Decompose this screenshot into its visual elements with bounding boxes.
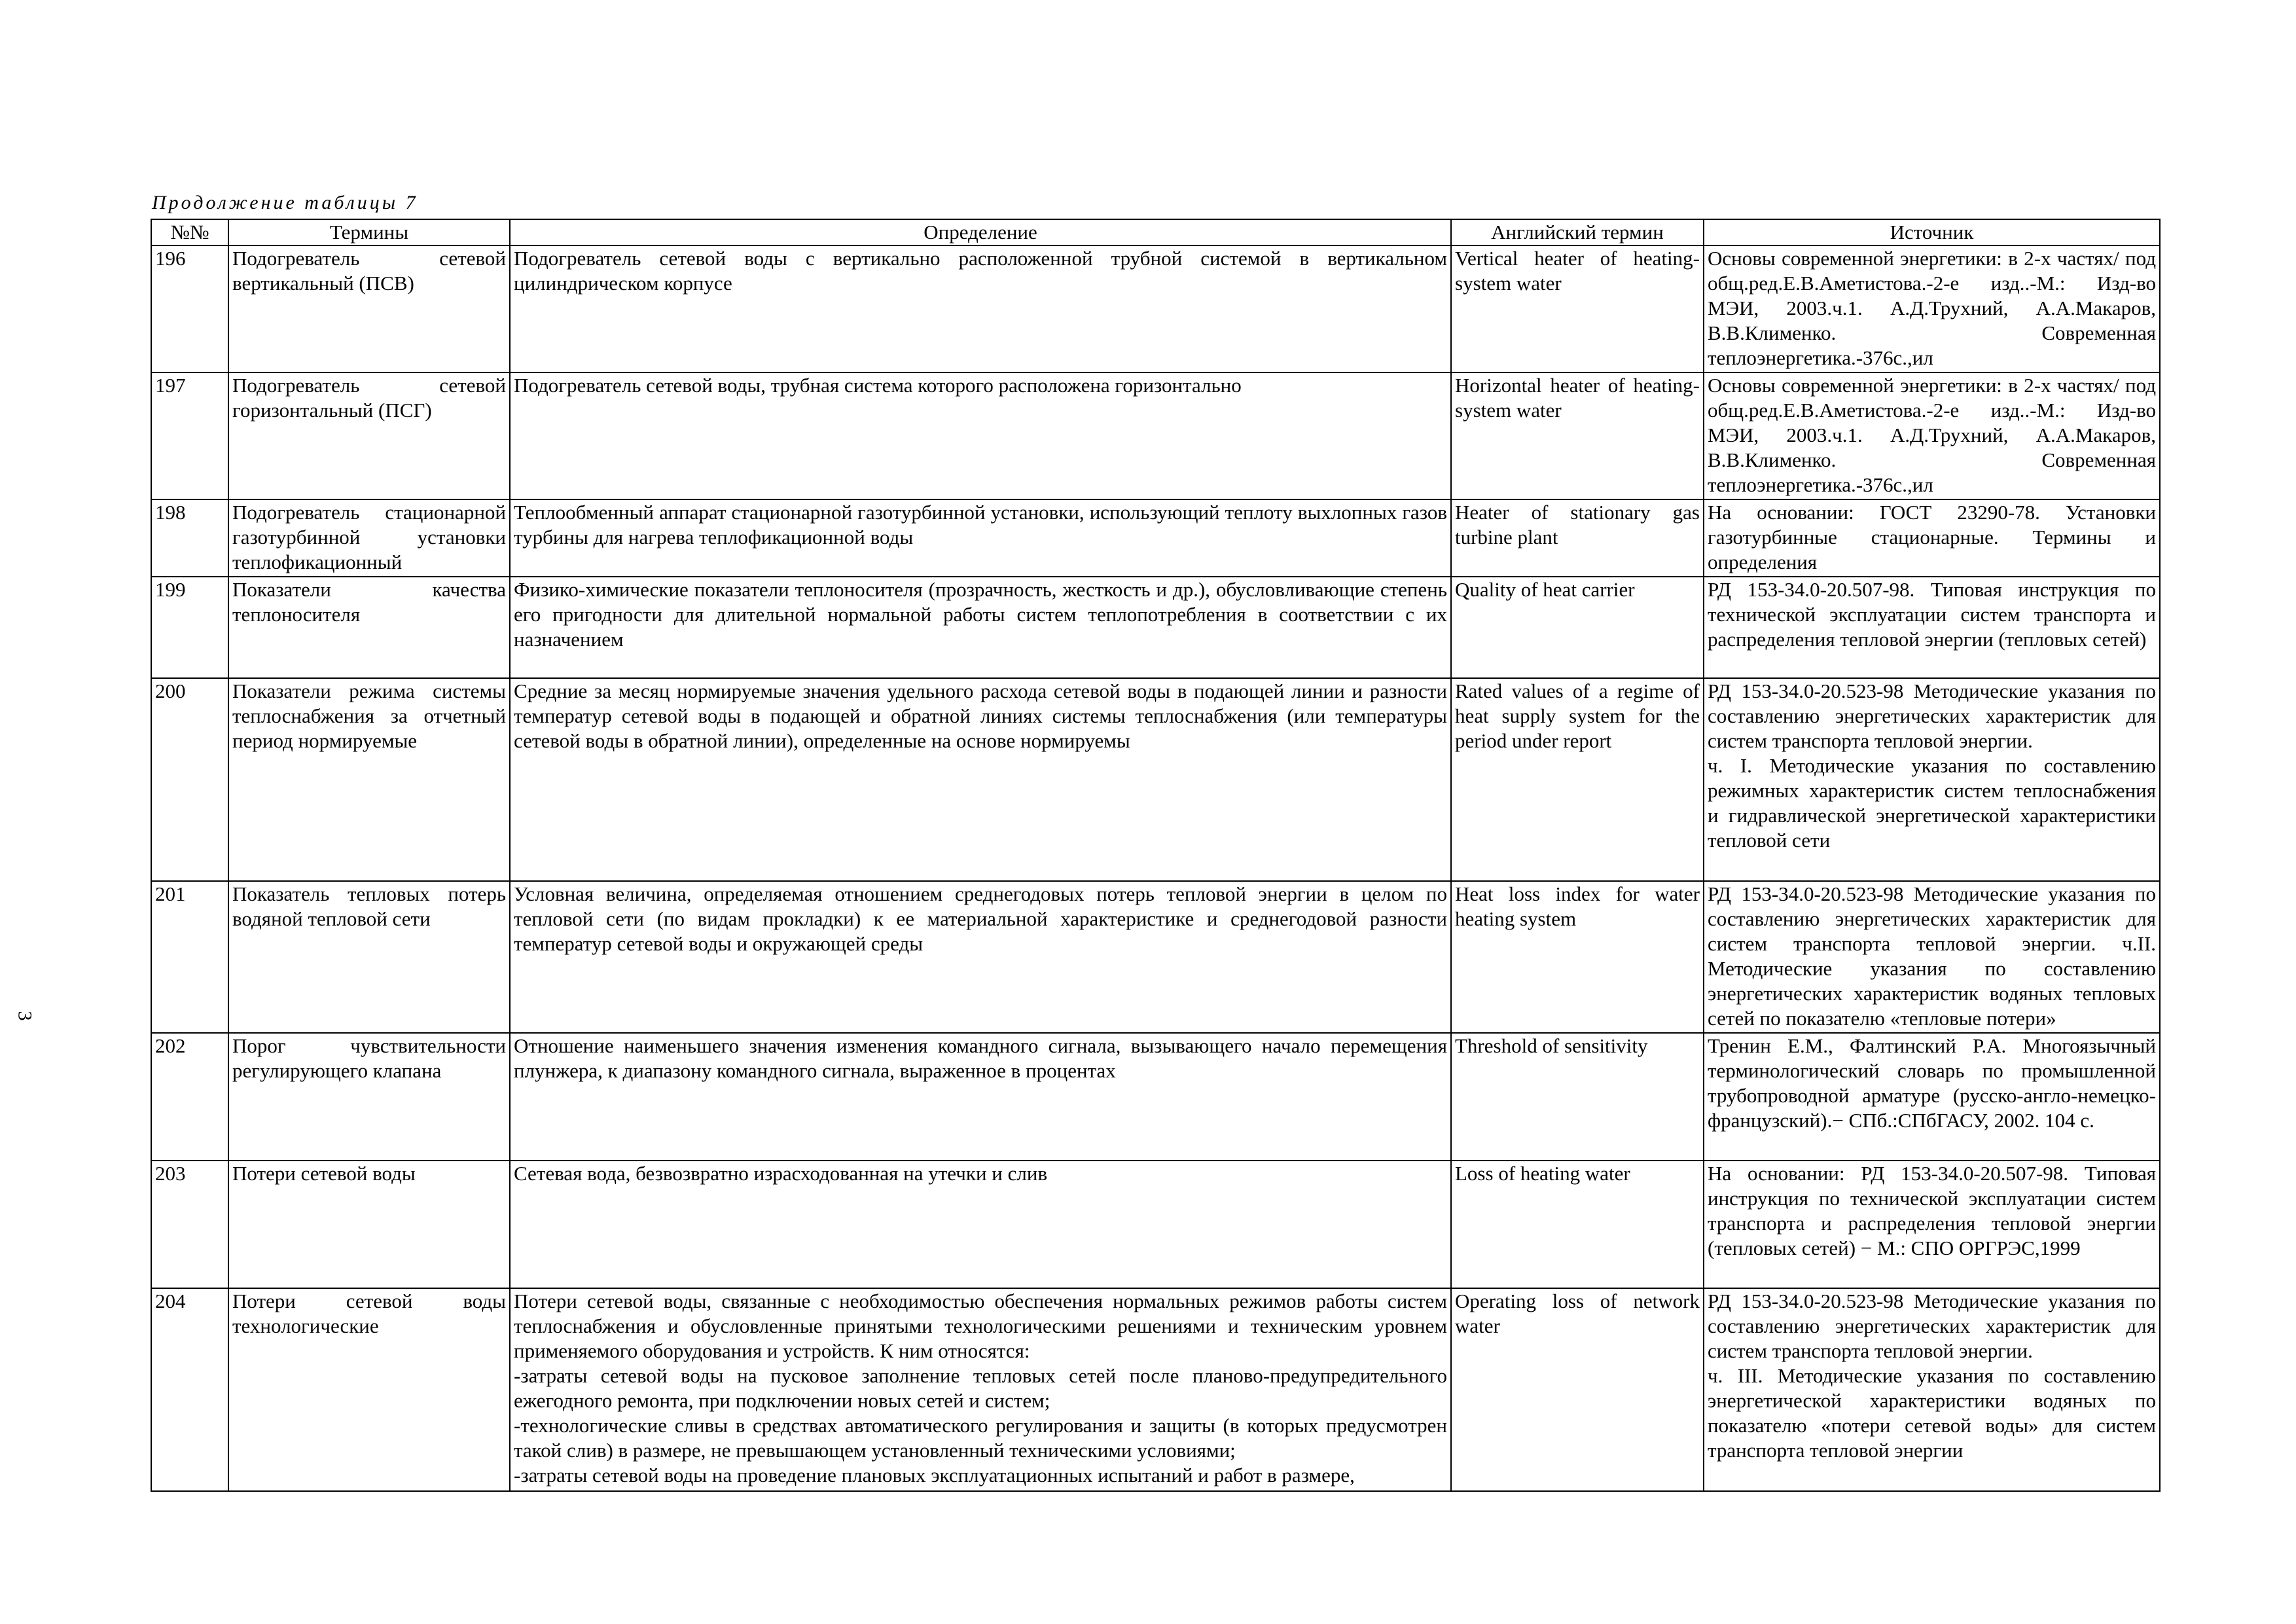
english-term-cell: Vertical heater of heating-system water: [1451, 245, 1704, 372]
source-cell: [1704, 678, 2160, 881]
english-term-cell: Rated values of a regime of heat supply system for the period under report: [1451, 678, 1704, 881]
row-number: 197: [151, 372, 228, 499]
source-cell: Основы современной энергетики: в 2-х частях/ под общ.ред.Е.В.Аметистова.-2-е изд..-М.: Изд-во МЭИ, 2003.ч.1. А.Д.Трухний, А.А.Макаров, В.В.Клименко. Современная теплоэнергетика.-376с.,ил: [1704, 245, 2160, 372]
definition-cell: Теплообменный аппарат стационарной газотурбинной установки, использующий теплоту выхлопных газов турбины для нагрева теплофикационной воды: [510, 499, 1451, 577]
table-row: [151, 678, 2160, 881]
term-cell: Показатели качества теплоносителя: [228, 577, 510, 678]
row-number: 196: [151, 245, 228, 372]
term-cell: Показатели режима системы теплоснабжения за отчетный период нормируемые: [228, 678, 510, 881]
row-number: 198: [151, 499, 228, 577]
english-term-cell: Heat loss index for water heating system: [1451, 881, 1704, 1033]
definition-cell: [510, 1288, 1451, 1491]
header-source: Источник: [1704, 219, 2160, 245]
source-text: РД 153-34.0-20.523-98 Методические указания по составлению энергетических характеристик для систем транспорта тепловой энергии.: [1708, 679, 2156, 752]
term-cell: Потери сетевой воды: [228, 1161, 510, 1288]
row-number: 200: [151, 678, 228, 881]
header-english: Английский термин: [1451, 219, 1704, 245]
table-row: [151, 1288, 2160, 1491]
table-row: [151, 1161, 2160, 1288]
source-cell: [1704, 1288, 2160, 1491]
definition-cell: Отношение наименьшего значения изменения командного сигнала, вызывающего начало перемещения плунжера, к диапазону командного сигнала, выраженное в процентах: [510, 1033, 1451, 1161]
terms-table: [151, 219, 2161, 1492]
english-term-cell: Horizontal heater of heating-system water: [1451, 372, 1704, 499]
english-term-cell: Heater of stationary gas turbine plant: [1451, 499, 1704, 577]
definition-cell: Подогреватель сетевой воды, трубная система которого расположена горизонтально: [510, 372, 1451, 499]
english-term-cell: Threshold of sensitivity: [1451, 1033, 1704, 1161]
source-cell: На основании: РД 153-34.0-20.507-98. Типовая инструкция по технической эксплуатации систем транспорта и распределения тепловой энергии (тепловых сетей) − М.: СПО ОРГРЭС,1999: [1704, 1161, 2160, 1288]
table-row: [151, 881, 2160, 1033]
header-term: Термины: [228, 219, 510, 245]
term-cell: Подогреватель сетевой горизонтальный (ПСГ): [228, 372, 510, 499]
definition-text: Потери сетевой воды, связанные с необходимостью обеспечения нормальных режимов работы систем теплоснабжения и обусловленные принятыми технологическими решениями и техническим уровнем применяемого оборудования и устройств. К ним относятся:: [514, 1290, 1447, 1362]
definition-cell: Средние за месяц нормируемые значения удельного расхода сетевой воды в подающей линии и разности температур сетевой воды в подающей и обратной линиях системы теплоснабжения (или температуры сетевой воды в обратной линии), определенные на основе нормируемы: [510, 678, 1451, 881]
row-number: 204: [151, 1288, 228, 1491]
table-row: [151, 1033, 2160, 1161]
definition-item-2: -технологические сливы в средствах автоматического регулирования и защиты (в которых предусмотрен такой слив) в размере, не превышающем установленный техническими условиями;: [514, 1414, 1447, 1462]
definition-cell: Условная величина, определяемая отношением среднегодовых потерь тепловой энергии в целом по тепловой сети (по видам прокладки) к ее материальной характеристике и среднегодовой разности температур сетевой воды и окружающей среды: [510, 881, 1451, 1033]
source-cell: Основы современной энергетики: в 2-х частях/ под общ.ред.Е.В.Аметистова.-2-е изд..-М.: Изд-во МЭИ, 2003.ч.1. А.Д.Трухний, А.А.Макаров, В.В.Клименко. Современная теплоэнергетика.-376с.,ил: [1704, 372, 2160, 499]
page-number: 3: [14, 1011, 36, 1021]
term-cell: Потери сетевой воды технологические: [228, 1288, 510, 1491]
definition-cell: Сетевая вода, безвозвратно израсходованная на утечки и слив: [510, 1161, 1451, 1288]
definition-cell: Физико-химические показатели теплоносителя (прозрачность, жесткость и др.), обусловливающие степень его пригодности для длительной нормальной работы систем теплопотребления в соответствии с их назначением: [510, 577, 1451, 678]
table-row: [151, 499, 2160, 577]
definition-cell: Подогреватель сетевой воды с вертикально расположенной трубной системой в вертикальном цилиндрическом корпусе: [510, 245, 1451, 372]
row-number: 199: [151, 577, 228, 678]
row-number: 202: [151, 1033, 228, 1161]
table-caption: Продолжение таблицы 7: [152, 192, 418, 213]
source-text: РД 153-34.0-20.523-98 Методические указания по составлению энергетических характеристик для систем транспорта тепловой энергии.: [1708, 1290, 2156, 1362]
term-cell: Показатель тепловых потерь водяной тепловой сети: [228, 881, 510, 1033]
term-cell: Подогреватель стационарной газотурбинной установки теплофикационный: [228, 499, 510, 577]
term-cell: Порог чувствительности регулирующего клапана: [228, 1033, 510, 1161]
row-number: 201: [151, 881, 228, 1033]
header-definition: Определение: [510, 219, 1451, 245]
table-row: [151, 577, 2160, 678]
term-cell: Подогреватель сетевой вертикальный (ПСВ): [228, 245, 510, 372]
definition-item-1: -затраты сетевой воды на пусковое заполнение тепловых сетей после планово-предупредительного ежегодного ремонта, при подключении новых сетей и систем;: [514, 1364, 1447, 1412]
source-cell: Тренин Е.М., Фалтинский Р.А. Многоязычный терминологический словарь по промышленной трубопроводной арматуре (русско-англо-немецко-французский).− СПб.:СПбГАСУ, 2002. 104 с.: [1704, 1033, 2160, 1161]
source-cell: На основании: ГОСТ 23290-78. Установки газотурбинные стационарные. Термины и определения: [1704, 499, 2160, 577]
table-row: [151, 372, 2160, 499]
source-text-part-2: ч. III. Методические указания по составлению энергетической характеристики водяных по показателю «потери сетевой воды» для систем транспорта тепловой энергии: [1708, 1364, 2156, 1462]
table-header-row: [151, 219, 2160, 245]
english-term-cell: Operating loss of network water: [1451, 1288, 1704, 1491]
english-term-cell: Loss of heating water: [1451, 1161, 1704, 1288]
row-number: 203: [151, 1161, 228, 1288]
source-cell: РД 153-34.0-20.507-98. Типовая инструкция по технической эксплуатации систем транспорта и распределения тепловой энергии (тепловых сетей): [1704, 577, 2160, 678]
header-num: №№: [151, 219, 228, 245]
definition-item-3: -затраты сетевой воды на проведение плановых эксплуатационных испытаний и работ в размере,: [514, 1464, 1355, 1487]
table-row: [151, 245, 2160, 372]
source-text-part-2: ч. I. Методические указания по составлению режимных характеристик систем теплоснабжения и гидравлической энергетической характеристики тепловой сети: [1708, 754, 2156, 852]
source-cell: РД 153-34.0-20.523-98 Методические указания по составлению энергетических характеристик для систем транспорта тепловой энергии. ч.II. Методические указания по составлению энергетических характеристик водяных тепловых сетей по показателю «тепловые потери»: [1704, 881, 2160, 1033]
english-term-cell: Quality of heat carrier: [1451, 577, 1704, 678]
